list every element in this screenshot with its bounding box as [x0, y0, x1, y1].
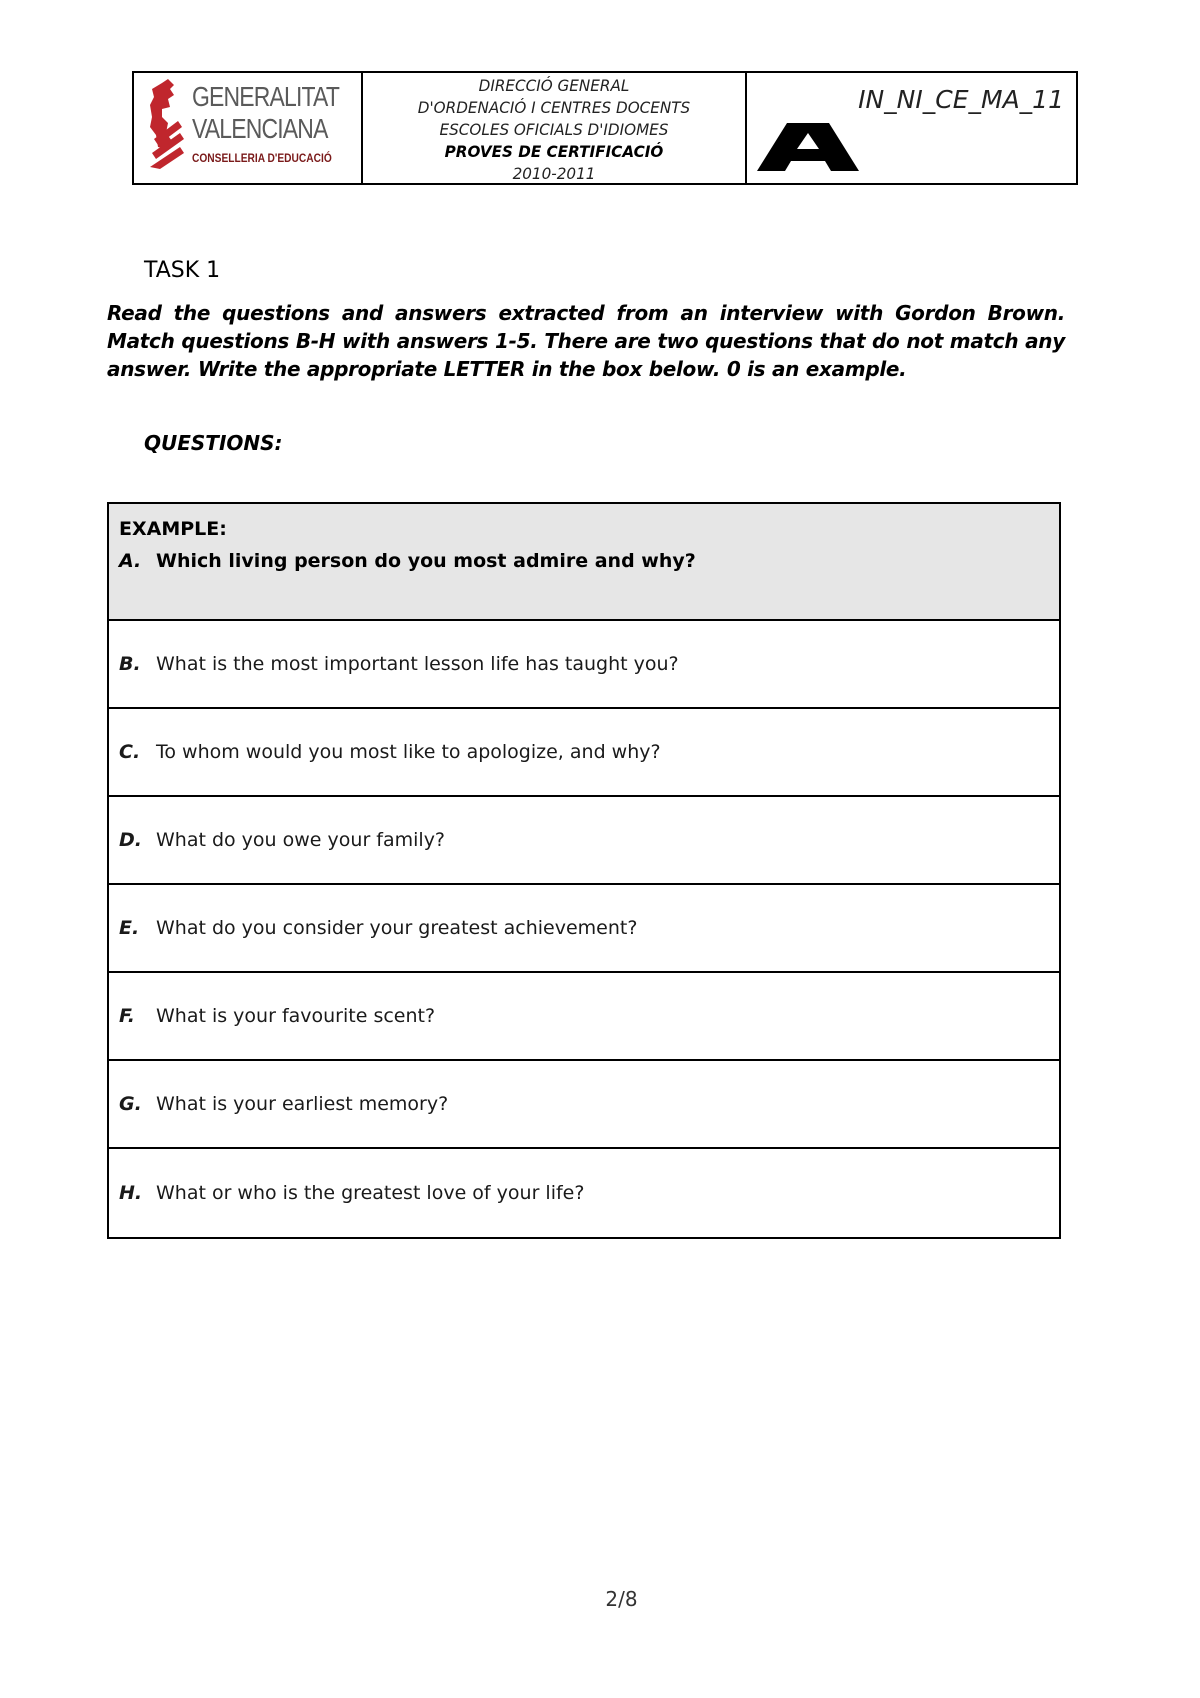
table-row: [109, 709, 1059, 797]
question-letter: D.: [119, 829, 142, 851]
code-cell: [747, 73, 1076, 185]
table-row: [109, 885, 1059, 973]
table-row: [109, 797, 1059, 885]
exam-code: IN_NI_CE_MA_11: [858, 85, 1064, 114]
header-line-1: DIRECCIÓ GENERAL: [478, 76, 630, 95]
example-question: [119, 550, 1049, 572]
page-number: 2/8: [605, 1587, 638, 1611]
institution-cell: [363, 73, 747, 185]
question-letter: H.: [119, 1182, 143, 1204]
header-line-2: D'ORDENACIÓ I CENTRES DOCENTS: [417, 98, 691, 117]
logo-text-valenciana: VALENCIANA: [192, 113, 328, 144]
question-text: To whom would you most like to apologize, and why?: [156, 741, 661, 763]
task-title: TASK 1: [144, 258, 221, 283]
task-instructions: Read the questions and answers extracted from an interview with Gordon Brown. Match questions B-H with answers 1-5. There are two questions that do not match any answer. Write the appropriate LETTER in the box below. 0 is an example.: [107, 301, 1065, 381]
question-text: What or who is the greatest love of your life?: [156, 1182, 585, 1204]
logo-text-conselleria: CONSELLERIA D'EDUCACIÓ: [192, 151, 332, 165]
question-letter: C.: [119, 741, 141, 763]
question-text: What do you consider your greatest achievement?: [156, 917, 638, 939]
question-text: Which living person do you most admire and why?: [156, 550, 696, 572]
header-line-3: ESCOLES OFICIALS D'IDIOMES: [439, 120, 669, 139]
question-text: What is your earliest memory?: [156, 1093, 449, 1115]
example-row: [109, 504, 1059, 621]
questions-table: [107, 502, 1061, 1239]
example-label: EXAMPLE:: [119, 518, 227, 540]
logo-cell: [134, 73, 363, 185]
question-letter: B.: [119, 653, 141, 675]
question-letter: A.: [119, 550, 142, 572]
question-letter: G.: [119, 1093, 142, 1115]
question-text: What is the most important lesson life has taught you?: [156, 653, 679, 675]
table-row: [109, 973, 1059, 1061]
generalitat-logo-icon: [148, 79, 188, 171]
exam-year: 2010-2011: [512, 164, 596, 183]
questions-heading: QUESTIONS:: [144, 431, 283, 455]
version-letter-a-icon: [757, 123, 859, 171]
question-text: What is your favourite scent?: [156, 1005, 436, 1027]
question-text: What do you owe your family?: [156, 829, 446, 851]
logo-text-generalitat: GENERALITAT: [192, 81, 340, 112]
document-header: [132, 71, 1078, 185]
exam-title: PROVES DE CERTIFICACIÓ: [444, 142, 664, 161]
table-row: [109, 1061, 1059, 1149]
table-row: [109, 1149, 1059, 1237]
question-letter: F.: [119, 1005, 136, 1027]
question-letter: E.: [119, 917, 140, 939]
table-row: [109, 621, 1059, 709]
